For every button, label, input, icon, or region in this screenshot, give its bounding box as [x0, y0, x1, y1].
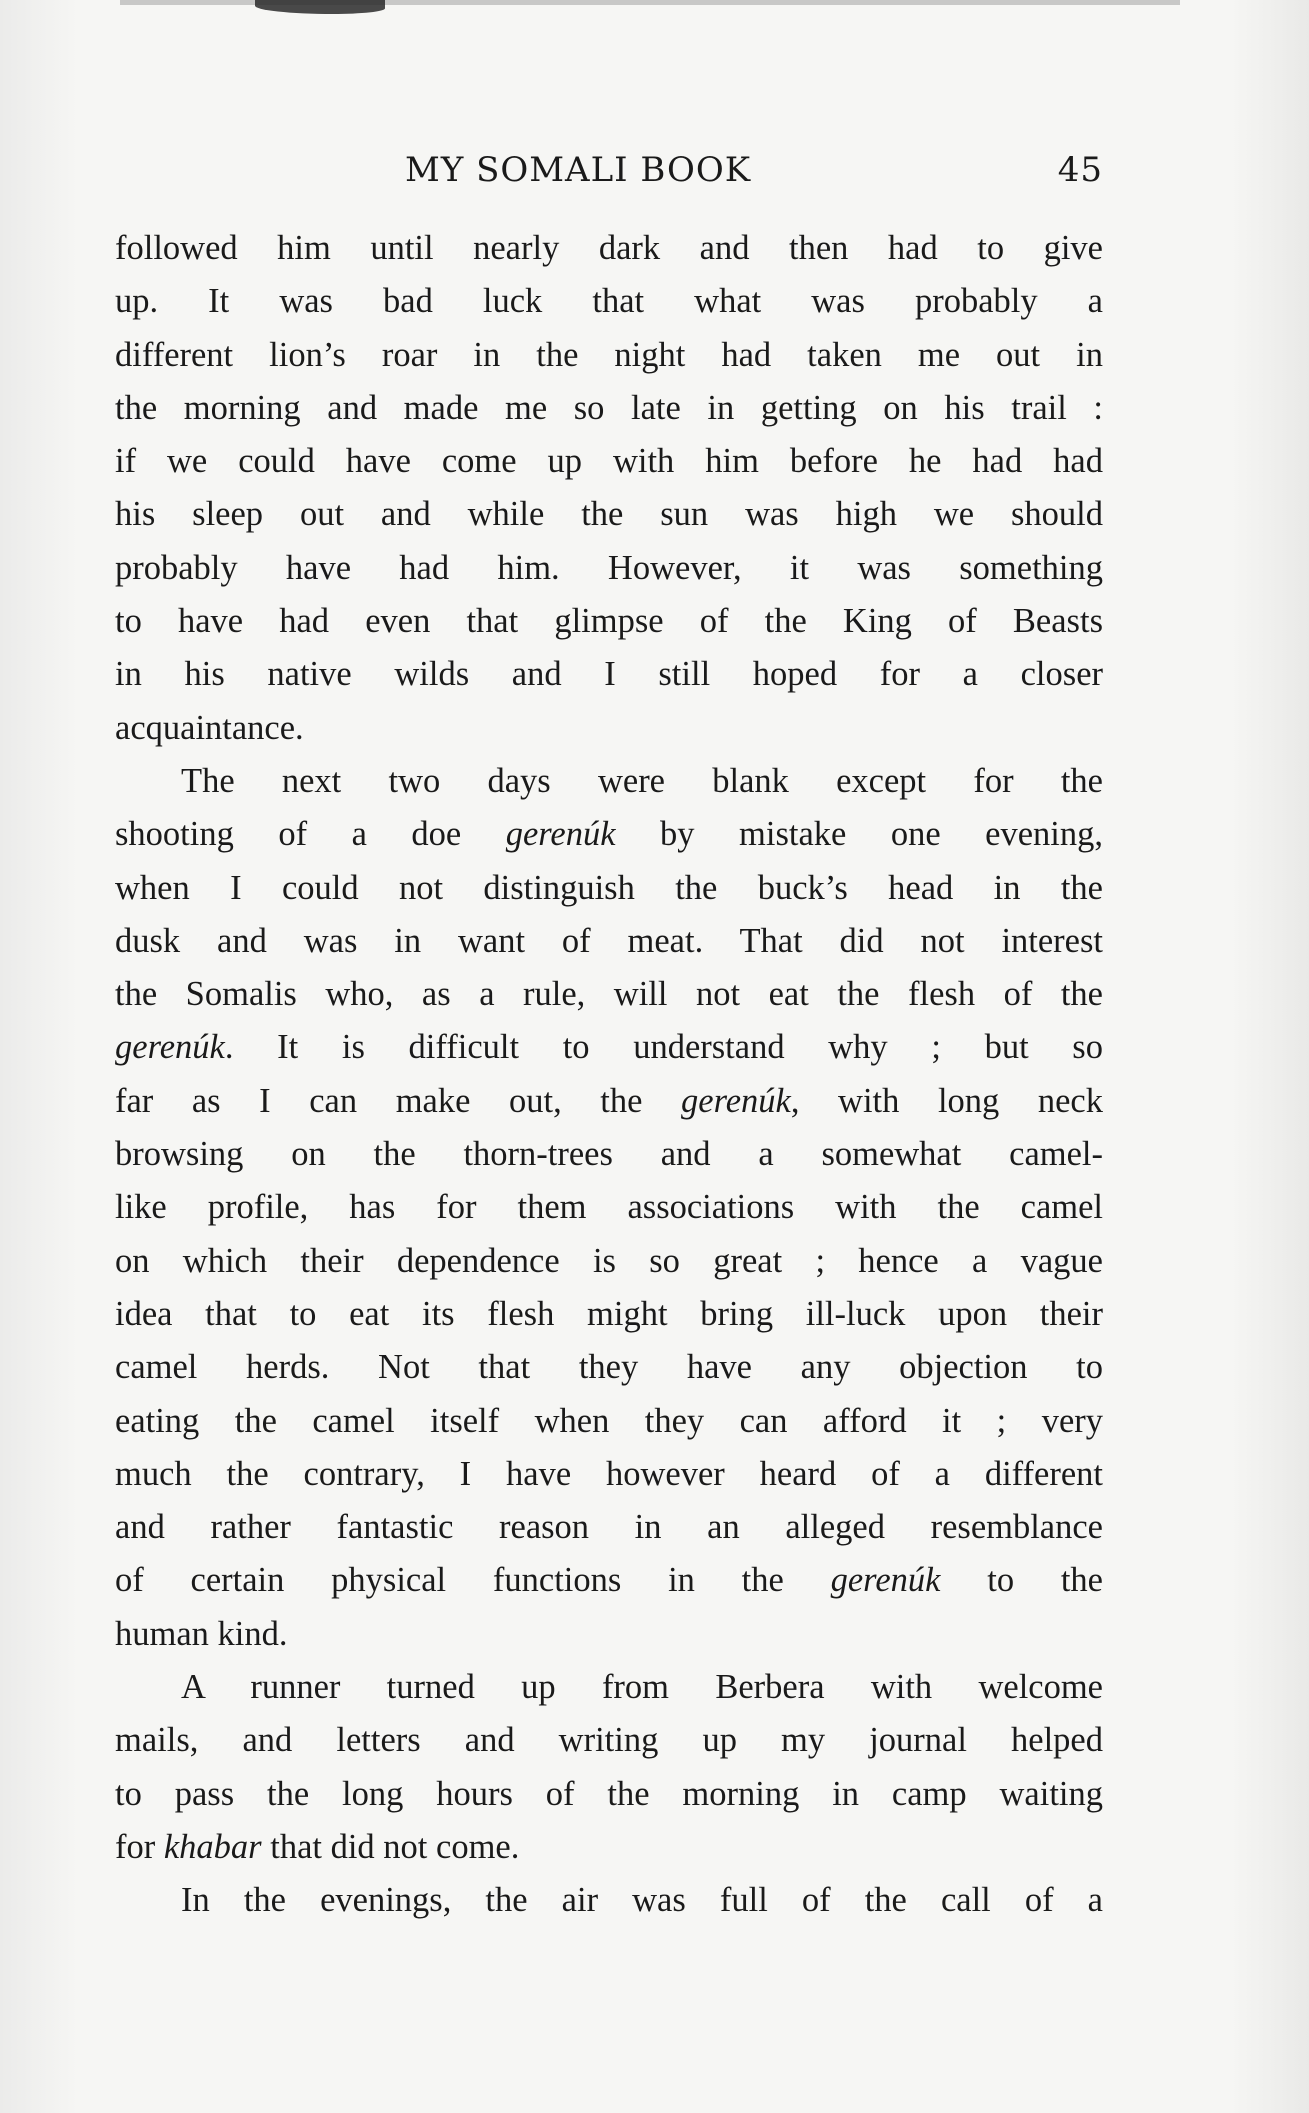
text-line: up. It was bad luck that what was probably a	[115, 282, 1103, 321]
text-line: if we could have come up with him before he had had	[115, 442, 1103, 481]
ink-smudge	[255, 0, 385, 14]
text-line: far as I can make out, the gerenúk, with long neck	[115, 1081, 1103, 1120]
text-line: shooting of a doe gerenúk by mistake one evening,	[115, 815, 1103, 854]
text-line: followed him until nearly dark and then had to give	[115, 229, 1103, 267]
paragraph-start-line: The next two days were blank except for the	[181, 761, 1103, 800]
text-line: for khabar that did not come.	[115, 1827, 520, 1866]
italic-term: gerenúk	[681, 1081, 791, 1120]
text-line: human kind.	[115, 1614, 288, 1653]
text-line: to pass the long hours of the morning in camp waiting	[115, 1774, 1103, 1813]
text-line: in his native wilds and I still hoped for a closer	[115, 655, 1103, 694]
text-line: like profile, has for them associations with the camel	[115, 1188, 1103, 1227]
paragraph-start-line: A runner turned up from Berbera with welcome	[181, 1668, 1103, 1707]
body-text	[115, 222, 1103, 1928]
paragraph-start-line: In the evenings, the air was full of the call of a	[181, 1881, 1103, 1920]
italic-term: gerenúk	[830, 1561, 941, 1600]
text-line: mails, and letters and writing up my journal helped	[115, 1721, 1103, 1760]
text-line: his sleep out and while the sun was high we should	[115, 495, 1103, 534]
running-title: MY SOMALI BOOK	[405, 150, 752, 190]
text-line: idea that to eat its flesh might bring ill-luck upon their	[115, 1294, 1103, 1333]
text-line: probably have had him. However, it was something	[115, 548, 1103, 587]
italic-term: khabar	[163, 1827, 262, 1866]
text-line: and rather fantastic reason in an alleged resemblance	[115, 1508, 1103, 1547]
text-line: on which their dependence is so great ; hence a vague	[115, 1241, 1103, 1280]
page-header	[115, 150, 1103, 194]
text-line: the morning and made me so late in getting on his trail :	[115, 388, 1103, 427]
text-line: eating the camel itself when they can afford it ; very	[115, 1401, 1103, 1440]
text-line: the Somalis who, as a rule, will not eat the flesh of the	[115, 975, 1103, 1014]
italic-term: gerenúk	[505, 815, 616, 854]
text-line: to have had even that glimpse of the King of Beasts	[115, 602, 1103, 641]
text-line: when I could not distinguish the buck’s head in the	[115, 868, 1103, 907]
text-line: of certain physical functions in the gerenúk to the	[115, 1561, 1103, 1600]
page-number: 45	[1057, 150, 1103, 190]
text-line: gerenúk. It is difficult to understand why ; but so	[115, 1028, 1103, 1067]
text-line: acquaintance.	[115, 708, 304, 747]
italic-term: gerenúk	[115, 1028, 225, 1067]
text-line: dusk and was in want of meat. That did not interest	[115, 921, 1103, 960]
text-line: different lion’s roar in the night had taken me out in	[115, 335, 1103, 374]
text-line: much the contrary, I have however heard of a different	[115, 1454, 1103, 1493]
text-line: camel herds. Not that they have any objection to	[115, 1348, 1103, 1387]
text-line: browsing on the thorn-trees and a somewhat camel-	[115, 1135, 1103, 1174]
